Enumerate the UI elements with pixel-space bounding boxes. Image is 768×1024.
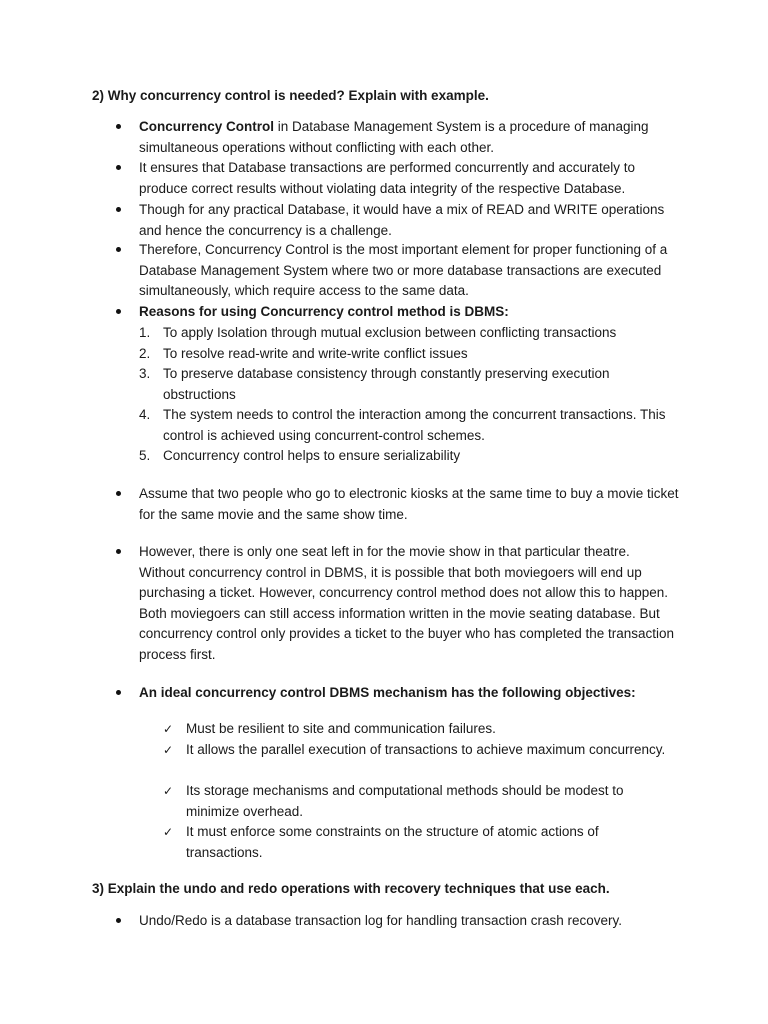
bullet-item: Though for any practical Database, it would have a mix of READ and WRITE operations and hence the concurrency is a challenge. [139, 202, 665, 238]
objective-item: Its storage mechanisms and computational methods should be modest to minimize overhead. [186, 783, 624, 819]
bullet-icon [114, 158, 122, 178]
list-item: To resolve read-write and write-write conflict issues [163, 346, 468, 361]
bullet-icon [114, 484, 122, 504]
bullet-bold-text: An ideal concurrency control DBMS mechanism has the following objectives: [139, 685, 636, 700]
bullet-text: in Database Management System is a procedure of managing simultaneous operations without conflicting with each other. [139, 119, 649, 155]
checkmark-icon: ✓ [163, 722, 174, 736]
bullet-icon [114, 302, 122, 322]
list-item: Concurrency control helps to ensure serializability [163, 448, 461, 463]
bullet-item [139, 302, 679, 323]
bullet-item: Undo/Redo is a database transaction log for handling transaction crash recovery. [139, 913, 623, 928]
list-number: 4. [139, 407, 151, 422]
bullet-icon [114, 542, 122, 562]
bullet-bold-text: Reasons for using Concurrency control method is DBMS: [139, 304, 509, 319]
bullet-bold-text: Concurrency Control [139, 119, 275, 134]
checkmark-icon: ✓ [163, 784, 174, 798]
checkmark-icon: ✓ [163, 825, 174, 839]
list-number: 5. [139, 448, 151, 463]
section-2-heading: 2) Why concurrency control is needed? Explain with example. [92, 88, 489, 103]
bullet-item [139, 683, 679, 704]
section-3-heading: 3) Explain the undo and redo operations with recovery techniques that use each. [92, 881, 610, 896]
bullet-icon [114, 200, 122, 220]
list-number: 3. [139, 366, 151, 381]
bullet-item: Therefore, Concurrency Control is the most important element for proper functioning of a Database Management System where two or more database transactions are executed simultaneously, which require access to the same data. [139, 242, 668, 298]
list-number: 2. [139, 346, 151, 361]
list-number: 1. [139, 325, 151, 340]
list-item: To apply Isolation through mutual exclusion between conflicting transactions [163, 325, 617, 340]
bullet-icon [114, 683, 122, 703]
list-item: The system needs to control the interaction among the concurrent transactions. This control is achieved using concurrent-control schemes. [163, 407, 666, 443]
objective-item: It allows the parallel execution of transactions to achieve maximum concurrency. [186, 742, 666, 757]
bullet-item: However, there is only one seat left in for the movie show in that particular theatre. Without concurrency control in DBMS, it is possible that both moviegoers will end up purchasing a ticket. However, concurrency control method does not allow this to happen. Both moviegoers can still access information written in the movie seating database. But concurrency control only provides a ticket to the buyer who has completed the transaction process first. [139, 544, 675, 662]
objective-item: Must be resilient to site and communication failures. [186, 721, 496, 736]
bullet-icon [114, 117, 122, 137]
bullet-icon [114, 911, 122, 931]
bullet-icon [114, 240, 122, 260]
list-item: To preserve database consistency through constantly preserving execution obstructions [163, 366, 610, 402]
objective-item: It must enforce some constraints on the structure of atomic actions of transactions. [186, 824, 599, 860]
bullet-item [139, 117, 679, 158]
bullet-item: Assume that two people who go to electronic kiosks at the same time to buy a movie ticket for the same movie and the same show time. [139, 486, 679, 522]
checkmark-icon: ✓ [163, 743, 174, 757]
bullet-item: It ensures that Database transactions are performed concurrently and accurately to produce correct results without violating data integrity of the respective Database. [139, 160, 636, 196]
